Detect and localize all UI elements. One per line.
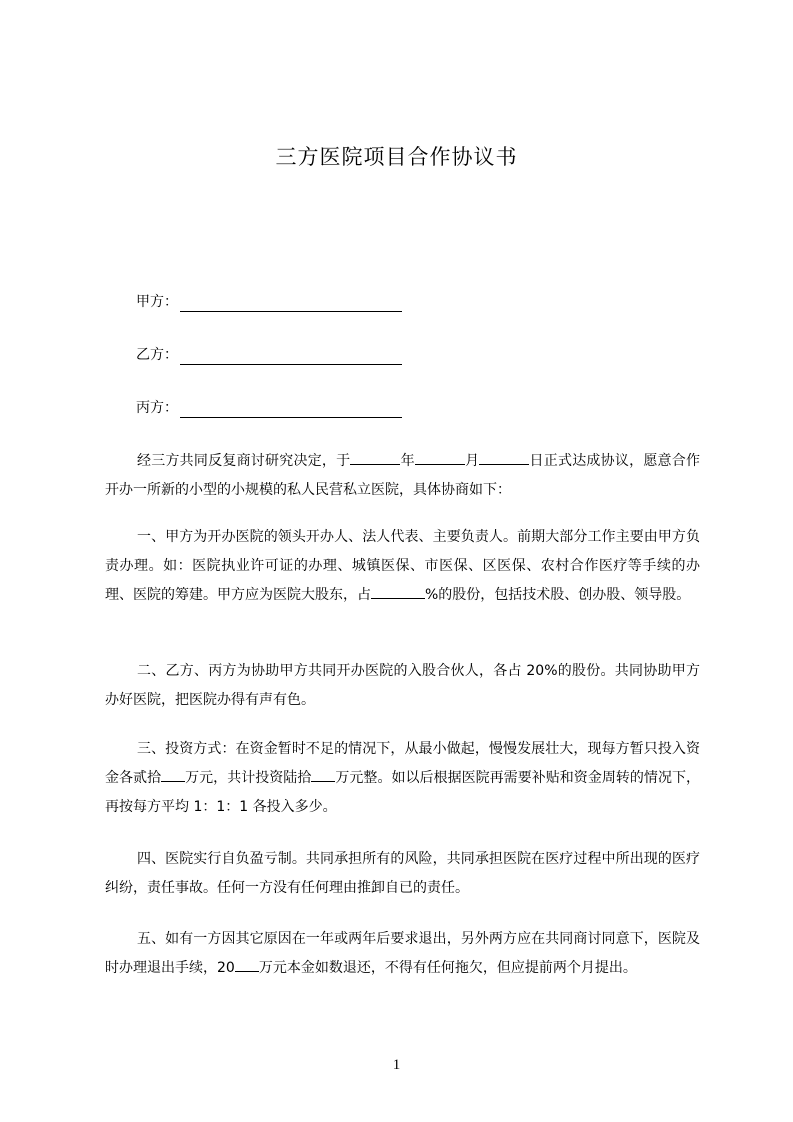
clause-5-text-1: 五、如有一方因其它原因在一年或两年后要求退出，另外两方应在共同商讨同意下，医院及时办理退出手续，20 bbox=[105, 931, 700, 976]
clause-3-text-3: 万元整。如以后根据医院再需要补贴和资金周转的情况下，再按每方平均 1：1：1 各投入多少。 bbox=[105, 770, 701, 815]
year-blank[interactable] bbox=[350, 450, 400, 465]
investment-each-blank[interactable] bbox=[161, 767, 185, 782]
intro-paragraph bbox=[105, 447, 700, 505]
intro-text-1: 经三方共同反复商讨研究决定，于 bbox=[137, 453, 351, 469]
day-blank[interactable] bbox=[479, 450, 529, 465]
clause-3-text-2: 万元，共计投资陆拾 bbox=[185, 770, 312, 786]
clause-1-text-1: 一、甲方为开办医院的领头开办人、法人代表、主要负责人。前期大部分工作主要由甲方负责办理。如：医院执业许可证的办理、城镇医保、市医保、区医保、农村合作医疗等手续的办理、医院的筹建。甲方应为医院大股东，占 bbox=[105, 529, 700, 603]
party-c-blank[interactable] bbox=[180, 403, 402, 418]
party-a-blank[interactable] bbox=[180, 297, 402, 312]
clause-5-paragraph bbox=[105, 925, 700, 983]
intro-text-2: 年 bbox=[400, 453, 415, 469]
clause-1-text-2: %的股份，包括技术股、创办股、领导股。 bbox=[425, 587, 691, 603]
party-a-row bbox=[136, 292, 402, 312]
party-b-blank[interactable] bbox=[180, 350, 402, 365]
party-c-row bbox=[136, 398, 402, 418]
clause-5-text-2: 万元本金如数退还，不得有任何拖欠，但应提前两个月提出。 bbox=[258, 960, 637, 976]
clause-3-text-1: 三、投资方式：在资金暂时不足的情况下，从最小做起，慢慢发展壮大，现每方暂只投入资金各贰拾 bbox=[105, 741, 700, 786]
refund-blank[interactable] bbox=[235, 957, 259, 972]
month-blank[interactable] bbox=[415, 450, 465, 465]
clause-3-paragraph bbox=[105, 735, 700, 822]
share-percent-blank[interactable] bbox=[371, 584, 425, 599]
intro-text-4: 日正式达成协议，愿意合作开办一所新的小型的小规模的私人民营私立医院，具体协商如下： bbox=[105, 453, 701, 498]
document-title: 三方医院项目合作协议书 bbox=[275, 145, 518, 169]
page-number: 1 bbox=[392, 1057, 401, 1073]
clause-4-paragraph: 四、医院实行自负盈亏制。共同承担所有的风险，共同承担医院在医疗过程中所出现的医疗纠纷，责任事故。任何一方没有任何理由推卸自已的责任。 bbox=[105, 851, 700, 896]
party-a-label: 甲方： bbox=[136, 294, 178, 310]
intro-text-3: 月 bbox=[464, 453, 480, 469]
clause-1-paragraph bbox=[105, 523, 700, 610]
party-b-row bbox=[136, 345, 402, 365]
investment-total-blank[interactable] bbox=[311, 767, 335, 782]
clause-2-paragraph: 二、乙方、丙方为协助甲方共同开办医院的入股合伙人，各占 20%的股份。共同协助甲方办好医院，把医院办得有声有色。 bbox=[105, 663, 700, 708]
party-b-label: 乙方： bbox=[136, 347, 178, 363]
party-c-label: 丙方： bbox=[136, 400, 178, 416]
